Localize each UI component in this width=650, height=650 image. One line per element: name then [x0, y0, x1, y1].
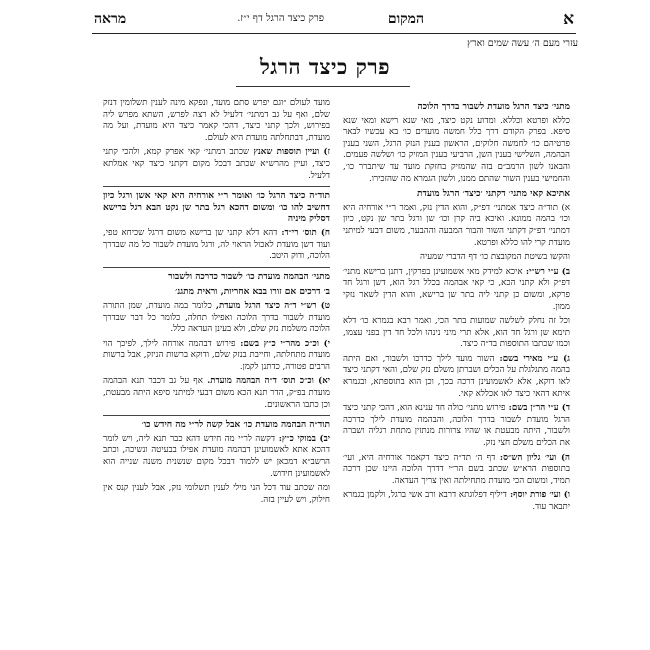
- section-divider: [103, 267, 330, 268]
- commentary-paragraph: [343, 116, 570, 186]
- section-heading: אתיכא קאי מתני׳ דקתני ׳כיצד׳ הרגל מועדת: [417, 189, 570, 200]
- paragraph-text: דיליף דפלוגתא דרבא ורב אשי ברגל, ולקמן בגמרא יתבאר עוד.: [343, 490, 570, 512]
- section-heading: תוד״ה כיצד הרגל כו׳ ואומר ר״י אורחיה היא קאי אשן ורגל כיון דחשיב להו כו׳ ומשום דהכא רגל בתר שן נקט הבא רגל ברישא דסליק מיניה: [103, 191, 330, 225]
- commentary-paragraph: [343, 403, 570, 449]
- paragraph-lead: ב) ע״י רש״י:: [522, 266, 570, 277]
- commentary-paragraph: [343, 490, 570, 513]
- running-header: [92, 5, 576, 34]
- paragraph-text: איכא למידק מאי אשמועינן בפרקין, דתנן ברישא מתני׳ דפ״ק ולא קתני הכא, כי קאי אבהמה בכלל רגל הוא, דשן ורגל חד פרקא, ומשום כן קתני ליה בתר שן ברישא, והוא הדין לשאר נזקי ממון.: [343, 266, 570, 312]
- commentary-paragraph: [103, 147, 330, 182]
- title-underline: [236, 86, 410, 87]
- header-chapter-ref: פרק כיצד הרגל דף י״ז.: [237, 13, 324, 24]
- paragraph-lead: יב) במוקי כ״ץ:: [275, 433, 330, 444]
- paragraph-lead: י) וכ״כ מהר״י כ״ץ בשם:: [235, 338, 330, 349]
- paragraph-text: והקשו בשיטת המקובצת כו׳ דף הדברי שמעיה: [420, 252, 570, 263]
- paragraph-lead: ד) ע״י הר״ן בשם:: [505, 403, 570, 414]
- header-place: המקום: [387, 11, 424, 27]
- commentary-paragraph: [103, 301, 330, 336]
- commentary-paragraph: [103, 376, 330, 411]
- commentary-paragraph: [343, 354, 570, 400]
- paragraph-text: דהא דלא קתני שן ברישא משום דרגל שכיחא טפי, ועוד דשן מועדת לאכול הראוי לה, ורגל מועדת לשבור כל מה שבדרך הלוכה, ודוק היטב.: [103, 227, 330, 262]
- commentary-paragraph: [103, 339, 330, 374]
- section-heading: ב׳ דרכים אם זורו בבא אחריות, וראית מתגנ׳: [175, 287, 330, 298]
- section-divider: [103, 186, 330, 187]
- paragraph-text: מועד לעולם ״וגם יפרש סתם מועד, ונפקא מינה לענין תשלומין דנזק שלם, ואף על גב דמתני׳ דלעיל לא רצה לפרש, השתא מפרש ליה בפירוש, ולכך קתני כיצד, דהכי קאמר כיצד היא מועדת, ועל מה מועדת, דבתחלתה מועדת היא לעולם.: [103, 98, 330, 143]
- paragraph-text: דף ה׳ תד״ה כיצד דקאמר אורחיה היא, ועי׳ בתוספות הרא״ש שכתב בשם הר״י דדרך הלוכה היינו שכן דרכה תמיד, ומשום הכי מועדת מתחילתה ואין צריך העדאה.: [343, 452, 570, 486]
- header-source-title: מראה: [94, 11, 127, 27]
- paragraph-lead: ח) תוס׳ רי״ד:: [277, 227, 330, 238]
- paragraph-lead: ו) ועי׳ פורת יוסף:: [506, 490, 570, 501]
- paragraph-text: וכל זה נחלק לשלשה שמועות בתר הכי, ואמר רבא בגמרא כו׳ דלא תימא שן ורגל חד הוא, אלא תרי מיני נינהו ולכל חד דין בפני עצמו, וכמו שכתבו התוספות בד״ה כיצד.: [343, 316, 570, 350]
- paragraph-text: אף על גב דכבר תנא הבהמה מועדת בפ״ק, הדר תנא הכא משום דבעי למיתני סיפא היתה מבעטת, וכן כתבו הראשונים.: [103, 376, 330, 410]
- paragraph-text: פירוש דבהמה אורחה לילך, לפיכך הוי מועדת מתחלתה, וחייבת בנזק שלם, ודוקא ברשות הניזק, אבל ברשות הרבים פטורה, כדתנן לקמן.: [103, 338, 330, 372]
- paragraph-lead: יא) וכ״כ תוס׳ ד״ה הבהמה מועדת.: [202, 376, 330, 387]
- commentary-paragraph: [103, 434, 330, 480]
- paragraph-lead: ז) ועיין תוספות שאנץ: [249, 147, 330, 158]
- paragraph-text: פירוש מתני׳ כולה חד ענינא הוא, דהכי קתני כיצד הרגל מועדת לשבור בדרך הלוכה, והבהמה מועדת לילך כדרכה ולשבור, היתה מבעטת או שהיו צרורות מנתזין מתחת רגליה ושברה את הכלים משלם חצי נזק.: [343, 403, 570, 449]
- paragraph-text: כללא ופרטא וכללא. ומדוע נקט כיצד, מאי שנא רישא ומאי שנא סיפא. בפרק הקודם דרך כלל חמשה מועדים כו׳ בא עכשיו לבאר פרטיהם כו׳ לחמשה חלוקים, הראשון בענין הנזק הרגל, השני בענין הבהמה, השלישי בענין השן, הרביעי בענין המזיק כו׳ ושלשה פעמים. והבאנו לשון הרמב״ם בזה שהמזיק בחזקת מועד עד שיתברר כו׳, והחמישי בענין השור שהתם ממנו, ולשון הגמרא מה שהזכירו.: [343, 115, 570, 184]
- commentary-paragraph: [103, 483, 330, 506]
- commentary-paragraph: [343, 267, 570, 313]
- paragraph-text: שכתב דמתני׳ קאי אפרק קמא, ולהכי קתני כיצד, ועיין מהרש״א שכתב דבכל מקום דקתני כיצד קאי אמלתא דלעיל.: [103, 147, 330, 181]
- paragraph-text: כלומר במה מועדת, שמן התורה מועדת לשבור בדרך הלוכה ואפילו תחלה, כלומר כל דבר שבדרך הלוכה משלמת נזק שלם, ולא בעינן העדאה כלל.: [103, 300, 330, 335]
- paragraph-text: השור מועד לילך כדרכו ולשבור, ואם היתה בהמה מתגלגלת על הכלים ושברתן משלם נזק שלם, והאי דקתני כיצד לאו דוקא, אלא לאשמועינן דרכה בכך, וכן הוא בתוספתא, ובגמרא איתא דהאי כיצד לאו אכללא קאי.: [343, 353, 570, 399]
- commentary-paragraph: [343, 203, 570, 249]
- paragraph-text: א) תוד״ה כיצד אמתני׳ דפ״ק, והוא הדין נזק, ואמר ר״י אורחיה היא וכו׳ בהמה ממונא. ואיכא ביה קרן וכו׳ שן ורגל בתר שן נקט, כיון דמתני׳ דפ״ק דקתני השור והבור המבעה וההבער, משום דבעי למיתני מועדת קרי להו כללא ופרטא.: [343, 202, 570, 248]
- section-heading: תוד״ה הבהמה מועדת כו׳ אבל קשה לר״י מה חידש כו׳: [141, 420, 330, 431]
- commentary-paragraph: [343, 453, 570, 488]
- paragraph-lead: ט) רש״י ד״ה כיצד הרגל מועדת,: [211, 300, 330, 311]
- left-text-column: [103, 98, 330, 643]
- commentary-paragraph: [103, 228, 330, 263]
- paragraph-lead: ג) ע״י מאירי בשם:: [494, 353, 570, 364]
- commentary-paragraph: [343, 252, 570, 264]
- page-letter: א: [563, 9, 574, 29]
- section-heading: מתני׳ הבהמה מועדת כו׳ לשבור כדרכה ולשבור: [168, 271, 330, 282]
- paragraph-lead: ה) ועי׳ גליון הש״ס:: [495, 452, 570, 463]
- commentary-paragraph: [343, 316, 570, 351]
- chapter-title: פרק כיצד הרגל: [259, 54, 391, 79]
- commentary-paragraph: [103, 98, 330, 144]
- paragraph-text: ומה שכתב עוד דכל הני מילי לענין תשלומי נזק, אבל לענין קנס אין חילוק, ויש לעיין בזה.: [103, 483, 330, 505]
- section-divider: [103, 415, 330, 416]
- section-heading: מתני׳ כיצד הרגל מועדת לשבור בדרך הלוכה: [417, 102, 570, 112]
- motto-line: עזרי מעם ה׳ עשה שמים וארץ: [467, 38, 578, 49]
- right-text-column: [343, 98, 570, 643]
- paragraph-text: דקשה לר״י מה חידש דהא כבר תנא ליה, ויש לומר דהכא אתא לאשמועינן דבהמה מועדת אפילו בבעיטה ונשיכה, וכתב הרשב״א דמכאן יש ללמוד דבכל מקום שנשנית משנה שנייה הוא לאשמועינן חידוש.: [103, 433, 330, 479]
